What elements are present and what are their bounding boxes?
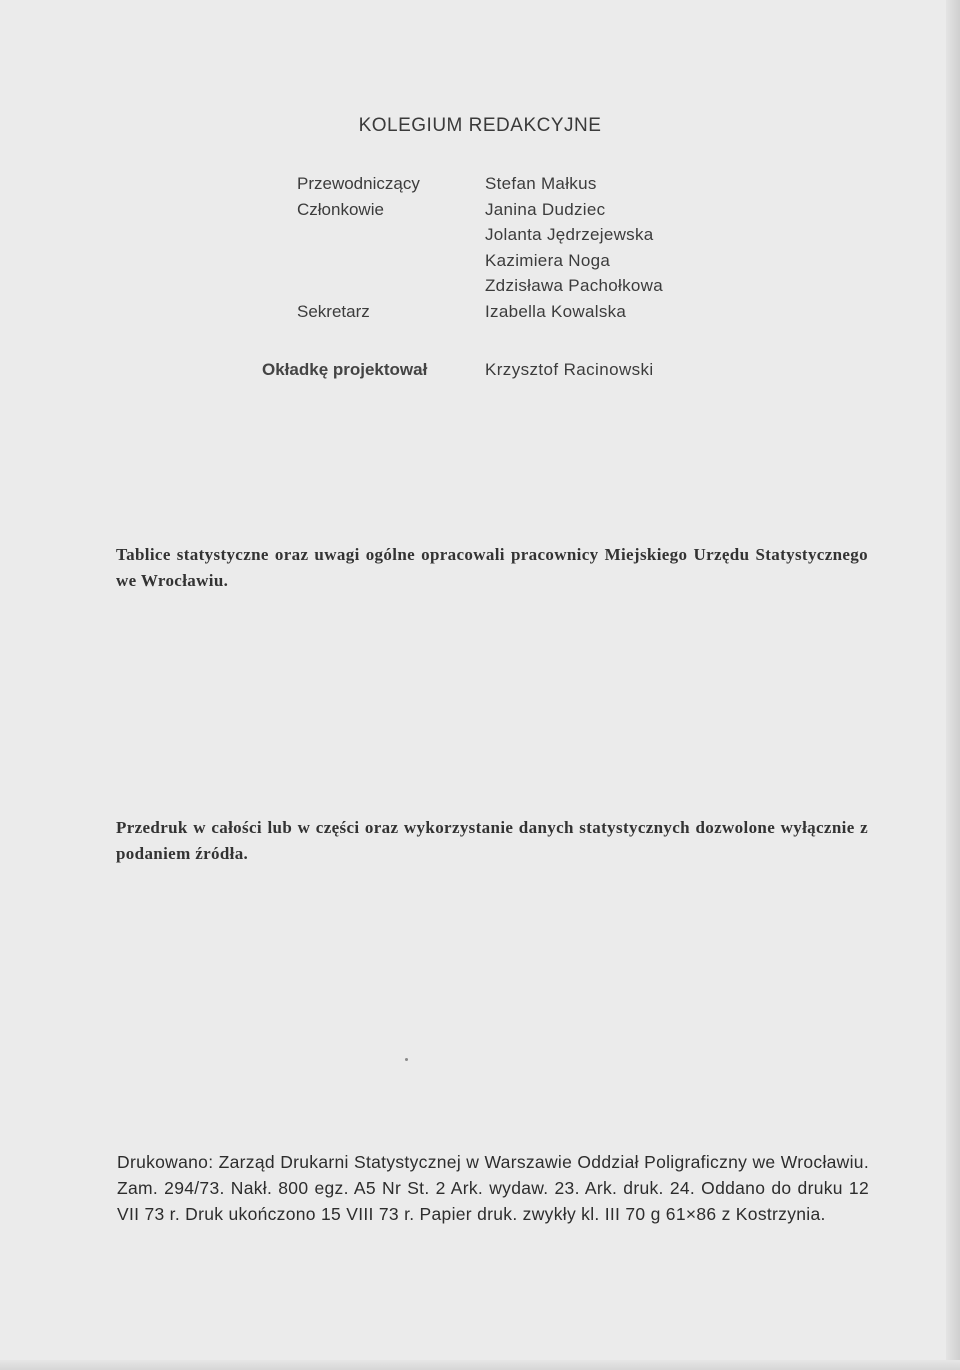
reprint-note: Przedruk w całości lub w części oraz wykorzystanie danych statystycznych dozwolone wyłącznie z podaniem źródła.: [116, 818, 868, 863]
board-role: Sekretarz: [297, 301, 370, 321]
editorial-board-heading: KOLEGIUM REDAKCYJNE: [358, 115, 602, 136]
board-row: [297, 273, 797, 299]
printing-imprint: Drukowano: Zarząd Drukarni Statystycznej w Warszawie Oddział Poligraficzny we Wrocławiu. Zam. 294/73. Nakł. 800 egz. A5 Nr St. 2 Ark. wydaw. 23. Ark. druk. 24. Oddano do druku 12 VII 73 r. Druk ukończono 15 VIII 73 r. Papier druk. zwykły kl. III 70 g 61×86 z Kostrzynia.: [117, 1151, 869, 1224]
board-member-name: Stefan Małkus: [485, 174, 597, 193]
board-member-name: Jolanta Jędrzejewska: [485, 225, 654, 245]
paper-speck: [405, 1058, 408, 1061]
cover-design-credit: [262, 357, 862, 383]
board-role: Członkowie: [297, 199, 384, 219]
board-row: [297, 222, 797, 248]
board-member-name: Izabella Kowalska: [485, 301, 627, 321]
board-row: [297, 299, 797, 325]
board-row: [297, 248, 797, 274]
page-bottom-edge: [0, 1360, 960, 1370]
page-edge-shadow: [946, 0, 960, 1370]
board-row: [297, 197, 797, 223]
board-row: [297, 171, 797, 197]
board-member-name: Zdzisława Pachołkowa: [485, 276, 663, 296]
cover-credit-label: Okładkę projektował: [262, 360, 428, 379]
cover-designer-name: Krzysztof Racinowski: [485, 360, 654, 379]
board-role: Przewodniczący: [297, 174, 420, 193]
tables-note: Tablice statystyczne oraz uwagi ogólne opracowali pracownicy Miejskiego Urzędu Statystycznego we Wrocławiu.: [116, 545, 868, 590]
board-member-name: Janina Dudziec: [485, 199, 606, 219]
board-member-name: Kazimiera Noga: [485, 250, 611, 270]
board-role: [297, 222, 485, 248]
editorial-board-list: [297, 171, 797, 325]
board-role: [297, 248, 485, 274]
board-role: [297, 273, 485, 299]
